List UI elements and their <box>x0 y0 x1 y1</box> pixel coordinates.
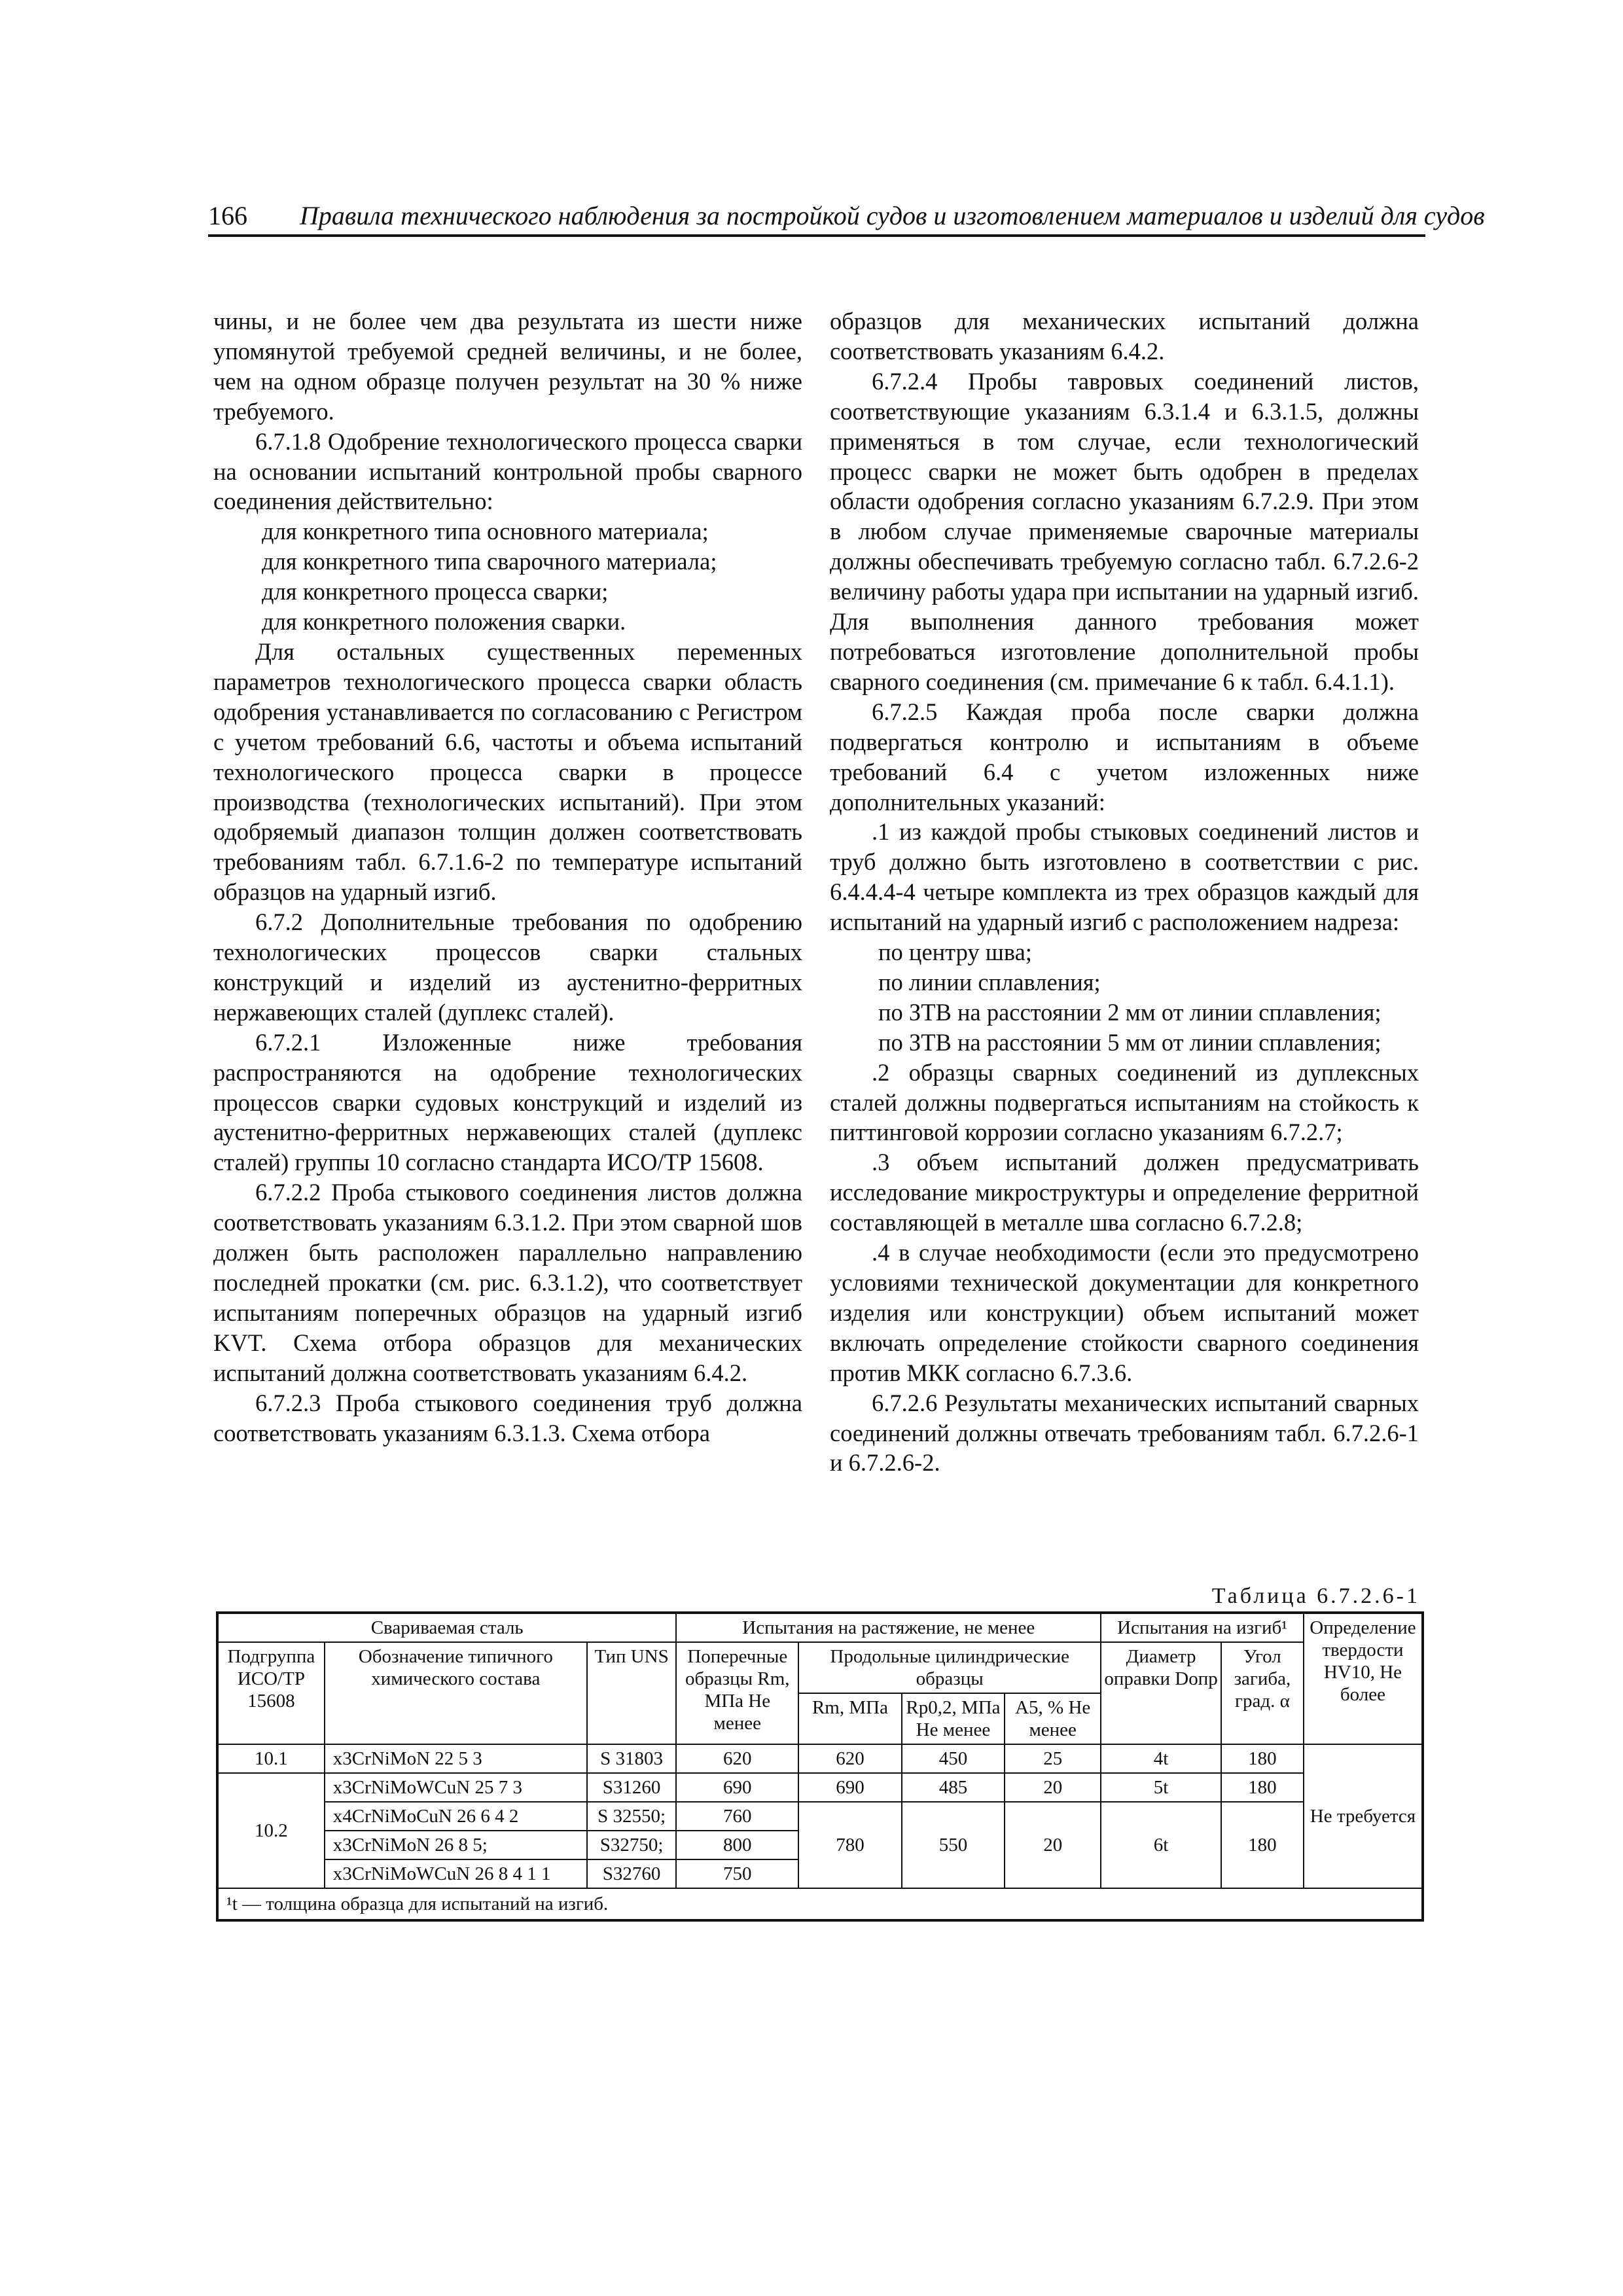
group-header-bend: Испытания на изгиб¹ <box>1101 1613 1304 1642</box>
table-caption: Таблица 6.7.2.6-1 <box>1211 1584 1420 1608</box>
cell-a5-merged: 20 <box>1005 1802 1101 1888</box>
left-paragraph: 6.7.2.1 Изложенные ниже требования распространяются на одобрение технологических процессов сварки судовых конструкций и изделий из аустенитно-ферритных нержавеющих сталей (дуплекс сталей) группы 10 согласно стандарта ИСО/ТР 15608. <box>213 1028 802 1176</box>
right-paragraph: .4 в случае необходимости (если это предусмотрено условиями технической документации для конкретного изделия или конструкции) объем испытаний может включать определение стойкости сварного соединения против МКК согласно 6.7.3.6. <box>830 1239 1419 1386</box>
header-a5: A5, % Не менее <box>1005 1693 1101 1744</box>
left-paragraph: чины, и не более чем два результата из шести ниже упомянутой требуемой средней величины, и не более, чем на одном образце получен результат на 30 % ниже требуемого. <box>213 308 802 425</box>
header-longitudinal: Продольные цилиндрические образцы <box>798 1642 1101 1693</box>
cell-a5: 20 <box>1005 1773 1101 1802</box>
cell-uns: S32760 <box>587 1859 676 1888</box>
cell-angle: 180 <box>1221 1773 1304 1802</box>
cell-designation: x4CrNiMoCuN 26 6 4 2 <box>325 1802 587 1831</box>
header-uns: Тип UNS <box>587 1642 676 1744</box>
cell-transverse: 690 <box>676 1773 798 1802</box>
header-angle: Угол загиба, град. α <box>1221 1642 1304 1744</box>
cell-rp: 485 <box>902 1773 1005 1802</box>
cell-rm-merged: 780 <box>798 1802 901 1888</box>
page-header <box>208 198 1485 237</box>
table-footnote: ¹t — толщина образца для испытаний на изгиб. <box>217 1888 1423 1920</box>
right-paragraph: .3 объем испытаний должен предусматривать исследование микроструктуры и определение ферритной составляющей в металле шва согласно 6.7.2.8; <box>830 1149 1419 1236</box>
left-list-item: для конкретного процесса сварки; <box>262 578 609 605</box>
cell-subgroup: 10.1 <box>217 1744 325 1773</box>
cell-uns: S 32550; <box>587 1802 676 1831</box>
cell-rp: 450 <box>902 1744 1005 1773</box>
cell-transverse: 750 <box>676 1859 798 1888</box>
right-list-item: по центру шва; <box>878 939 1032 966</box>
cell-designation: x3CrNiMoWCuN 25 7 3 <box>325 1773 587 1802</box>
table-row <box>217 1802 1423 1831</box>
header-subgroup: Подгруппа ИСО/ТР 15608 <box>217 1642 325 1744</box>
cell-designation: x3CrNiMoN 26 8 5; <box>325 1831 587 1859</box>
right-paragraph: 6.7.2.5 Каждая проба после сварки должна подвергаться контролю и испытаниям в объеме требований 6.4 с учетом изложенных ниже дополнительных указаний: <box>830 698 1419 816</box>
header-diameter: Диаметр оправки Dопр <box>1101 1642 1221 1744</box>
cell-uns: S31260 <box>587 1773 676 1802</box>
cell-transverse: 620 <box>676 1744 798 1773</box>
cell-rm: 620 <box>798 1744 901 1773</box>
left-paragraph: 6.7.1.8 Одобрение технологического процесса сварки на основании испытаний контрольной пробы сварного соединения действительно: <box>213 427 802 515</box>
cell-designation: x3CrNiMoN 22 5 3 <box>325 1744 587 1773</box>
cell-diameter-merged: 6t <box>1101 1802 1221 1888</box>
right-list-item: по линии сплавления; <box>878 968 1101 996</box>
right-text-column <box>830 306 1419 1478</box>
cell-hardness-merged: Не требуется <box>1304 1744 1423 1888</box>
table-row <box>217 1773 1423 1802</box>
cell-uns: S32750; <box>587 1831 676 1859</box>
running-title: Правила технического наблюдения за постройкой судов и изготовлением материалов и изделий для судов <box>300 201 1485 230</box>
left-paragraph: 6.7.2 Дополнительные требования по одобрению технологических процессов сварки стальных конструкций и изделий из аустенитно-ферритных нержавеющих сталей (дуплекс сталей). <box>213 908 802 1026</box>
cell-a5: 25 <box>1005 1744 1101 1773</box>
left-paragraph: 6.7.2.2 Проба стыкового соединения листов должна соответствовать указаниям 6.3.1.2. При этом сварной шов должен быть расположен параллельно направлению последней прокатки (см. рис. 6.3.1.2), что соответствует испытаниям поперечных образцов на ударный изгиб KVT. Схема отбора образцов для механических испытаний должна соответствовать указаниям 6.4.2. <box>213 1179 802 1386</box>
cell-diameter: 5t <box>1101 1773 1221 1802</box>
cell-angle: 180 <box>1221 1744 1304 1773</box>
cell-transverse: 800 <box>676 1831 798 1859</box>
right-paragraph: 6.7.2.6 Результаты механических испытаний сварных соединений должны отвечать требованиям табл. 6.7.2.6-1 и 6.7.2.6-2. <box>830 1389 1419 1477</box>
right-paragraph: .2 образцы сварных соединений из дуплексных сталей должны подвергаться испытаниям на стойкость к питтинговой коррозии согласно указаниям 6.7.2.7; <box>830 1058 1419 1146</box>
group-header-steel: Свариваемая сталь <box>217 1613 676 1642</box>
header-designation: Обозначение типичного химического состава <box>325 1642 587 1744</box>
cell-designation: x3CrNiMoWCuN 26 8 4 1 1 <box>325 1859 587 1888</box>
cell-angle-merged: 180 <box>1221 1802 1304 1888</box>
left-list-item: для конкретного типа основного материала; <box>262 518 709 545</box>
cell-transverse: 760 <box>676 1802 798 1831</box>
header-rm: Rm, МПа <box>798 1693 901 1744</box>
page-number: 166 <box>208 201 247 230</box>
left-paragraph: 6.7.2.3 Проба стыкового соединения труб должна соответствовать указаниям 6.3.1.3. Схема отбора <box>213 1389 802 1446</box>
left-paragraph: Для остальных существенных переменных параметров технологического процесса сварки область одобрения устанавливается по согласованию с Регистром с учетом требований 6.6, частоты и объема испытаний технологического процесса сварки в процессе производства (технологических испытаний). При этом одобряемый диапазон толщин должен соответствовать требованиям табл. 6.7.1.6-2 по температуре испытаний образцов на ударный изгиб. <box>213 637 802 906</box>
right-paragraph: образцов для механических испытаний должна соответствовать указаниям 6.4.2. <box>830 308 1419 365</box>
cell-uns: S 31803 <box>587 1744 676 1773</box>
left-text-column <box>213 306 802 1448</box>
cell-rp-merged: 550 <box>902 1802 1005 1888</box>
table-row <box>217 1744 1423 1773</box>
left-list-item: для конкретного положения сварки. <box>262 608 626 636</box>
steel-requirements-table <box>216 1611 1424 1922</box>
cell-diameter: 4t <box>1101 1744 1221 1773</box>
group-header-tensile: Испытания на растяжение, не менее <box>676 1613 1101 1642</box>
right-list-item: по ЗТВ на расстоянии 2 мм от линии сплавления; <box>878 998 1382 1026</box>
cell-rm: 690 <box>798 1773 901 1802</box>
right-list-item: по ЗТВ на расстоянии 5 мм от линии сплавления; <box>878 1028 1382 1056</box>
group-header-hardness: Определение твердости HV10, Не более <box>1304 1613 1423 1744</box>
right-paragraph: 6.7.2.4 Пробы тавровых соединений листов, соответствующие указаниям 6.3.1.4 и 6.3.1.5, должны применяться в том случае, если технологический процесс сварки не может быть одобрен в пределах области одобрения согласно указаниям 6.7.2.9. При этом в любом случае применяемые сварочные материалы должны обеспечивать требуемую согласно табл. 6.7.2.6-2 величину работы удара при испытании на ударный изгиб. Для выполнения данного требования может потребоваться изготовление дополнительной пробы сварного соединения (см. примечание 6 к табл. 6.4.1.1). <box>830 367 1419 695</box>
header-rp: Rp0,2, МПа Не менее <box>902 1693 1005 1744</box>
right-paragraph: .1 из каждой пробы стыковых соединений листов и труб должно быть изготовлено в соответствии с рис. 6.4.4.4-4 четыре комплекта из трех образцов каждый для испытаний на ударный изгиб с расположением надреза: <box>830 818 1419 936</box>
left-list-item: для конкретного типа сварочного материала; <box>262 548 717 575</box>
header-transverse: Поперечные образцы Rm, МПа Не менее <box>676 1642 798 1744</box>
cell-subgroup: 10.2 <box>217 1773 325 1888</box>
